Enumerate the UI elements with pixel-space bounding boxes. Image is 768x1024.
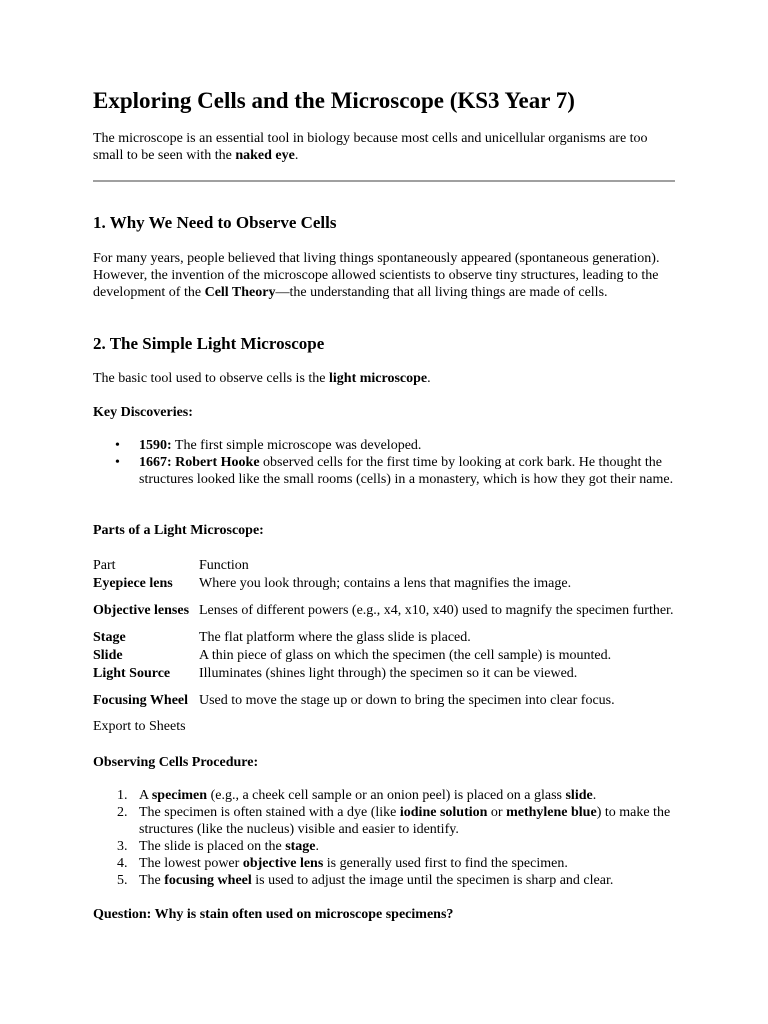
table-cell-function: A thin piece of glass on which the specimen (the cell sample) is mounted. (199, 647, 612, 663)
discovery-text: The first simple microscope was developed. (171, 438, 422, 453)
step-text: ) to make the structures (like the nucleus) visible and easier to identify. (139, 805, 671, 837)
step-text: or (487, 805, 507, 820)
step-bold-term: objective lens (242, 856, 324, 871)
intro-paragraph (93, 130, 678, 164)
table-header-function: Function (199, 557, 249, 573)
section1-heading: 1. Why We Need to Observe Cells (93, 213, 337, 232)
step-text: . (315, 839, 320, 854)
list-item (93, 872, 678, 889)
key-discoveries-label: Key Discoveries: (93, 405, 193, 420)
basic-tool-text: The basic tool used to observe cells is the (93, 371, 329, 386)
table-row (93, 646, 679, 664)
microscope-parts-table (93, 556, 679, 718)
question-text: Question: Why is stain often used on microscope specimens? (93, 907, 454, 922)
step-bold-term: methylene blue (506, 805, 597, 820)
table-cell-function: The flat platform where the glass slide is placed. (199, 629, 471, 645)
step-text: The lowest power (139, 856, 243, 871)
procedure-heading-label: Observing Cells Procedure: (93, 755, 259, 770)
step-text: is used to adjust the image until the specimen is sharp and clear. (251, 873, 614, 888)
step-text: The specimen is often stained with a dye (like (139, 805, 400, 820)
step-number: 3. (117, 839, 128, 854)
list-item (93, 838, 678, 855)
horizontal-divider (93, 180, 675, 182)
step-text: (e.g., a cheek cell sample or an onion peel) is placed on a glass (207, 788, 566, 803)
table-row (93, 628, 679, 646)
step-text: A (139, 788, 152, 803)
step-bold-term: focusing wheel (164, 873, 252, 888)
key-discoveries-heading (93, 404, 678, 421)
step-text: The (139, 873, 165, 888)
basic-tool-bold-term: light microscope (329, 371, 428, 386)
step-bold-term: specimen (151, 788, 208, 803)
basic-tool-paragraph (93, 370, 678, 387)
intro-text: The microscope is an essential tool in biology because most cells and unicellular organisms are too small to be seen with the (93, 131, 648, 163)
step-number: 2. (117, 805, 128, 820)
section2-heading: 2. The Simple Light Microscope (93, 334, 325, 353)
step-number: 5. (117, 873, 128, 888)
table-row (93, 682, 679, 718)
part-name: Stage (93, 629, 126, 645)
table-cell-part (93, 628, 199, 646)
procedure-list (93, 787, 678, 889)
list-item (93, 454, 678, 488)
discovery-text: observed cells for the first time by looking at cork bark. He thought the structures looked like the small rooms (cells) in a monastery, which is how they got their name. (139, 455, 674, 487)
discoveries-list (93, 437, 678, 488)
intro-text-end: . (294, 148, 299, 163)
table-cell-function: Where you look through; contains a lens that magnifies the image. (199, 575, 572, 591)
procedure-heading (93, 754, 678, 771)
table-cell-part (93, 574, 199, 592)
table-cell-function: Lenses of different powers (e.g., x4, x10, x40) used to magnify the specimen further. (199, 602, 674, 618)
part-name: Light Source (93, 665, 171, 681)
discovery-date: 1590: (139, 438, 172, 453)
question-paragraph (93, 906, 678, 923)
export-to-sheets-link[interactable]: Export to Sheets (93, 719, 186, 734)
list-item (93, 437, 678, 454)
table-cell-part (93, 664, 199, 682)
section1-text-end: —the understanding that all living things are made of cells. (275, 285, 608, 300)
table-header-part: Part (93, 557, 116, 573)
basic-tool-text-end: . (427, 371, 431, 386)
list-item (93, 787, 678, 804)
parts-heading-label: Parts of a Light Microscope: (93, 523, 264, 538)
table-row (93, 574, 679, 592)
table-cell-part (93, 682, 199, 718)
part-name: Objective lenses (93, 602, 190, 618)
part-name: Focusing Wheel (93, 692, 189, 708)
list-item (93, 804, 678, 838)
section1-bold-term: Cell Theory (204, 285, 276, 300)
step-text: . (592, 788, 597, 803)
parts-heading (93, 522, 678, 539)
step-bold-term: iodine solution (399, 805, 488, 820)
table-cell-part (93, 592, 199, 628)
step-text: is generally used first to find the specimen. (323, 856, 568, 871)
table-cell-part (93, 646, 199, 664)
section1-paragraph (93, 250, 678, 301)
step-bold-term: stage (285, 839, 316, 854)
step-bold-term: slide (565, 788, 593, 803)
table-cell-function: Illuminates (shines light through) the specimen so it can be viewed. (199, 665, 578, 681)
step-number: 1. (117, 788, 128, 803)
intro-bold-term: naked eye (235, 148, 295, 163)
list-item (93, 855, 678, 872)
step-number: 4. (117, 856, 128, 871)
part-name: Slide (93, 647, 123, 663)
part-name: Eyepiece lens (93, 575, 173, 591)
table-cell-function: Used to move the stage up or down to bring the specimen into clear focus. (199, 692, 615, 708)
table-row (93, 592, 679, 628)
section1-text: For many years, people believed that living things spontaneously appeared (spontaneous generation). However, the invention of the microscope allowed scientists to observe tiny structures, leading to the development of the (93, 251, 660, 300)
page-title: Exploring Cells and the Microscope (KS3 Year 7) (93, 88, 575, 113)
table-header-row (93, 556, 679, 574)
step-text: The slide is placed on the (139, 839, 286, 854)
table-row (93, 664, 679, 682)
discovery-date: 1667: Robert Hooke (139, 455, 260, 470)
